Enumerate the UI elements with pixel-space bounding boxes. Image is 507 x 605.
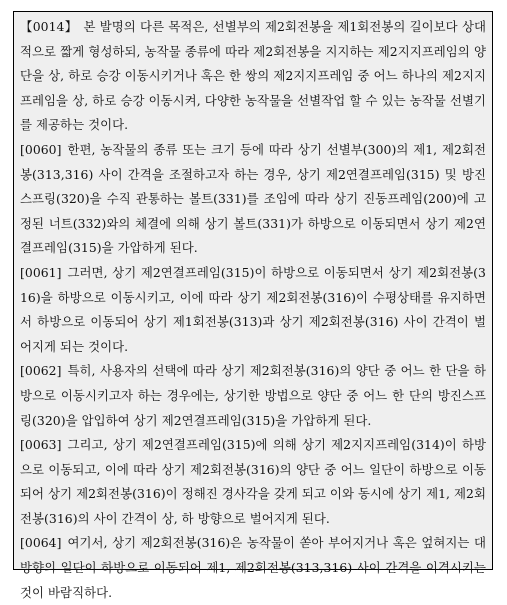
paragraph-0063 <box>20 433 486 531</box>
paragraph-0014 <box>20 15 486 138</box>
paragraph-number: [0060] <box>20 141 62 157</box>
paragraph-text: 그러면, 상기 제2연결프레임(315)이 하방으로 이동되면서 상기 제2회전봉(316)을 하방으로 이동시키고, 이에 따라 상기 제2회전봉(316)이 수평상태를 유지하면서 하방으로 이동되어 상기 제1회전봉(313)과 상기 제2회전봉(316) 사이 간격이 벌어지게 되는 것이다. <box>20 264 486 354</box>
paragraph-text: 여기서, 상기 제2회전봉(316)은 농작물이 쏟아 부어지거나 혹은 엎혀지는 대방향의 일단이 하방으로 이동되어 제1, 제2회전봉(313,316) 사이 간격을 이격시키는 것이 바람직하다. <box>20 535 486 600</box>
paragraph-0060 <box>20 138 486 261</box>
paragraph-0064 <box>20 531 486 605</box>
paragraph-0062 <box>20 359 486 433</box>
paragraph-0061 <box>20 261 486 359</box>
paragraph-text: 그리고, 상기 제2연결프레임(315)에 의해 상기 제2지지프레임(314)이 하방으로 이동되고, 이에 따라 상기 제2회전봉(316)의 양단 중 어느 일단이 하방으로 이동되어 상기 제2회전봉(316)이 정해진 경사각을 갖게 되고 이와 동시에 상기 제1, 제2회전봉(316)의 사이 간격이 상, 하 방향으로 벌어지게 된다. <box>20 437 486 526</box>
paragraph-number: [0064] <box>20 535 62 551</box>
patent-text-box <box>13 11 493 600</box>
paragraph-number: [0062] <box>20 363 62 379</box>
paragraph-text: 본 발명의 다른 목적은, 선별부의 제2회전봉을 제1회전봉의 길이보다 상대적으로 짧게 형성하되, 농작물 종류에 따라 제2회전봉을 지지하는 제2지지프레임의 양단을 상, 하로 승강 이동시키거나 혹은 한 쌍의 제2지지프레임 중 어느 하나의 제2지지프레임을 상, 하로 승강 이동시켜, 다양한 농작물을 선별작업 할 수 있는 농작물 선별기를 제공하는 것이다. <box>20 19 486 133</box>
paragraph-number: [0063] <box>20 437 62 453</box>
paragraph-number: [0061] <box>20 264 62 280</box>
paragraph-number: 【0014】 <box>20 19 78 34</box>
paragraph-text: 특히, 사용자의 선택에 따라 상기 제2회전봉(316)의 양단 중 어느 한 단을 하방으로 이동시키고자 하는 경우에는, 상기한 방법으로 양단 중 어느 한 단의 방진스프링(320)을 압입하여 상기 제2연결프레임(315)을 가압하게 된다. <box>20 363 486 428</box>
paragraph-text: 한편, 농작물의 종류 또는 크기 등에 따라 상기 선별부(300)의 제1, 제2회전봉(313,316) 사이 간격을 조절하고자 하는 경우, 상기 제2연결프레임(315) 및 방진스프링(320)을 수직 관통하는 볼트(331)를 조임에 따라 상기 진동프레임(200)에 고정된 너트(332)와의 체결에 의해 상기 볼트(331)가 하방으로 이동되면서 상기 제2연결프레임(315)을 가압하게 된다. <box>20 141 486 256</box>
